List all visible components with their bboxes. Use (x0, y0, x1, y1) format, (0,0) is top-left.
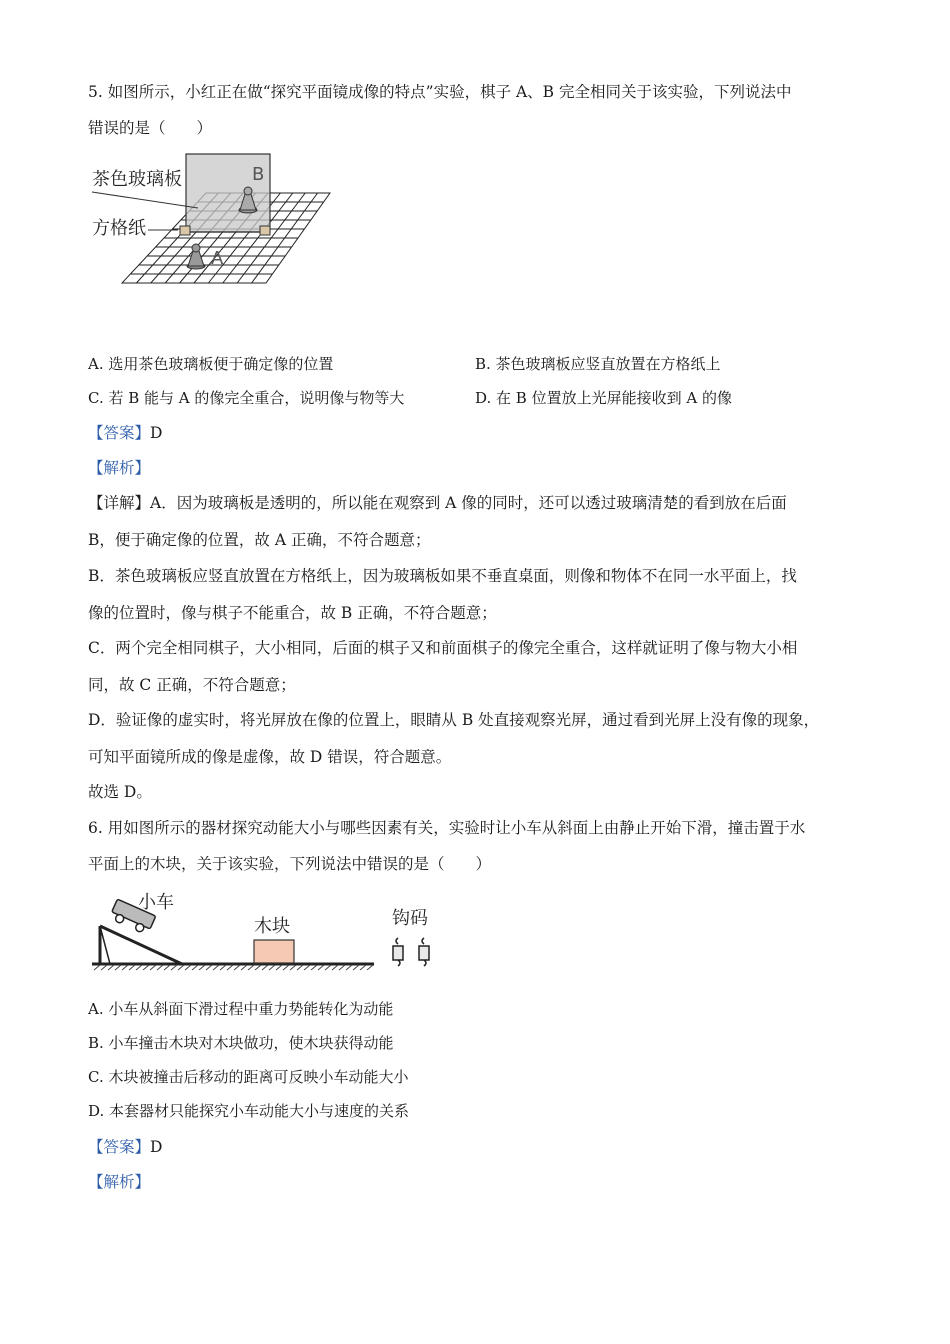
q5-detail-line-3: B．茶色玻璃板应竖直放置在方格纸上，因为玻璃板如果不垂直桌面，则像和物体不在同一水平面上，找 (88, 567, 797, 585)
label-cart: 小车 (138, 892, 174, 913)
q6-answer-line (88, 1137, 162, 1157)
q5-detail-line-8: 可知平面镜所成的像是虚像，故 D 错误，符合题意。 (88, 748, 452, 766)
label-weights: 钩码 (392, 908, 428, 929)
q5-detail-line-1 (88, 493, 787, 513)
answer-tag: 【答案】 (88, 424, 151, 442)
label-grid-paper: 方格纸 (92, 218, 146, 239)
answer-value: D (150, 1138, 163, 1156)
q5-detail-line-6: 同，故 C 正确，不符合题意； (88, 676, 296, 694)
q5-detail-line-9: 故选 D。 (88, 783, 152, 801)
analysis-tag: 【解析】 (88, 459, 151, 477)
glass-support-left (180, 226, 190, 235)
ground-hatching (94, 965, 373, 970)
hook-weights (393, 938, 429, 966)
detail-text: A．因为玻璃板是透明的，所以能在观察到 A 像的同时，还可以透过玻璃清楚的看到放在后面 (150, 494, 787, 512)
q5-stem-line-1: 5. 如图所示，小红正在做“探究平面镜成像的特点”实验，棋子 A、B 完全相同关于该实验，下列说法中 (88, 83, 792, 101)
q6-stem-line-1: 6. 用如图所示的器材探究动能大小与哪些因素有关，实验时让小车从斜面上由静止开始下滑，撞击置于水 (88, 819, 806, 837)
q5-option-b: B. 茶色玻璃板应竖直放置在方格纸上 (475, 355, 721, 373)
q5-mirror-figure (88, 150, 338, 290)
q5-detail-line-5: C．两个完全相同棋子，大小相同，后面的棋子又和前面棋子的像完全重合，这样就证明了像与物大小相 (88, 639, 798, 657)
q6-option-a: A. 小车从斜面下滑过程中重力势能转化为动能 (88, 1000, 394, 1018)
q5-option-c: C. 若 B 能与 A 的像完全重合，说明像与物等大 (88, 389, 405, 407)
label-piece-b: B (252, 164, 265, 185)
q6-option-c: C. 木块被撞击后移动的距离可反映小车动能大小 (88, 1068, 409, 1086)
label-piece-a: A (211, 248, 224, 269)
q5-stem-line-2: 错误的是（ ） (88, 119, 213, 137)
q6-kinetic-energy-figure (88, 886, 448, 978)
q5-detail-line-2: B，便于确定像的位置，故 A 正确，不符合题意； (88, 531, 431, 549)
q6-analysis-line (88, 1172, 150, 1192)
answer-value: D (150, 424, 163, 442)
glass-support-right (260, 226, 270, 235)
detail-tag: 【详解】 (88, 494, 151, 512)
label-block: 木块 (254, 916, 290, 937)
q6-option-b: B. 小车撞击木块对木块做功，使木块获得动能 (88, 1034, 394, 1052)
q5-detail-line-7: D．验证像的虚实时，将光屏放在像的位置上，眼睛从 B 处直接观察光屏，通过看到光屏上没有像的现象， (88, 711, 820, 729)
answer-tag: 【答案】 (88, 1138, 151, 1156)
q5-answer-line (88, 423, 162, 443)
q5-detail-line-4: 像的位置时，像与棋子不能重合，故 B 正确，不符合题意； (88, 604, 497, 622)
q6-option-d: D. 本套器材只能探究小车动能大小与速度的关系 (88, 1102, 410, 1120)
analysis-tag: 【解析】 (88, 1173, 151, 1191)
q5-analysis-line (88, 458, 150, 478)
label-glass-plate: 茶色玻璃板 (92, 169, 182, 190)
q6-stem-line-2: 平面上的木块，关于该实验，下列说法中错误的是（ ） (88, 855, 492, 873)
q5-option-d: D. 在 B 位置放上光屏能接收到 A 的像 (475, 389, 732, 407)
q5-option-a: A. 选用茶色玻璃板便于确定像的位置 (88, 355, 334, 373)
wooden-block (254, 940, 294, 963)
